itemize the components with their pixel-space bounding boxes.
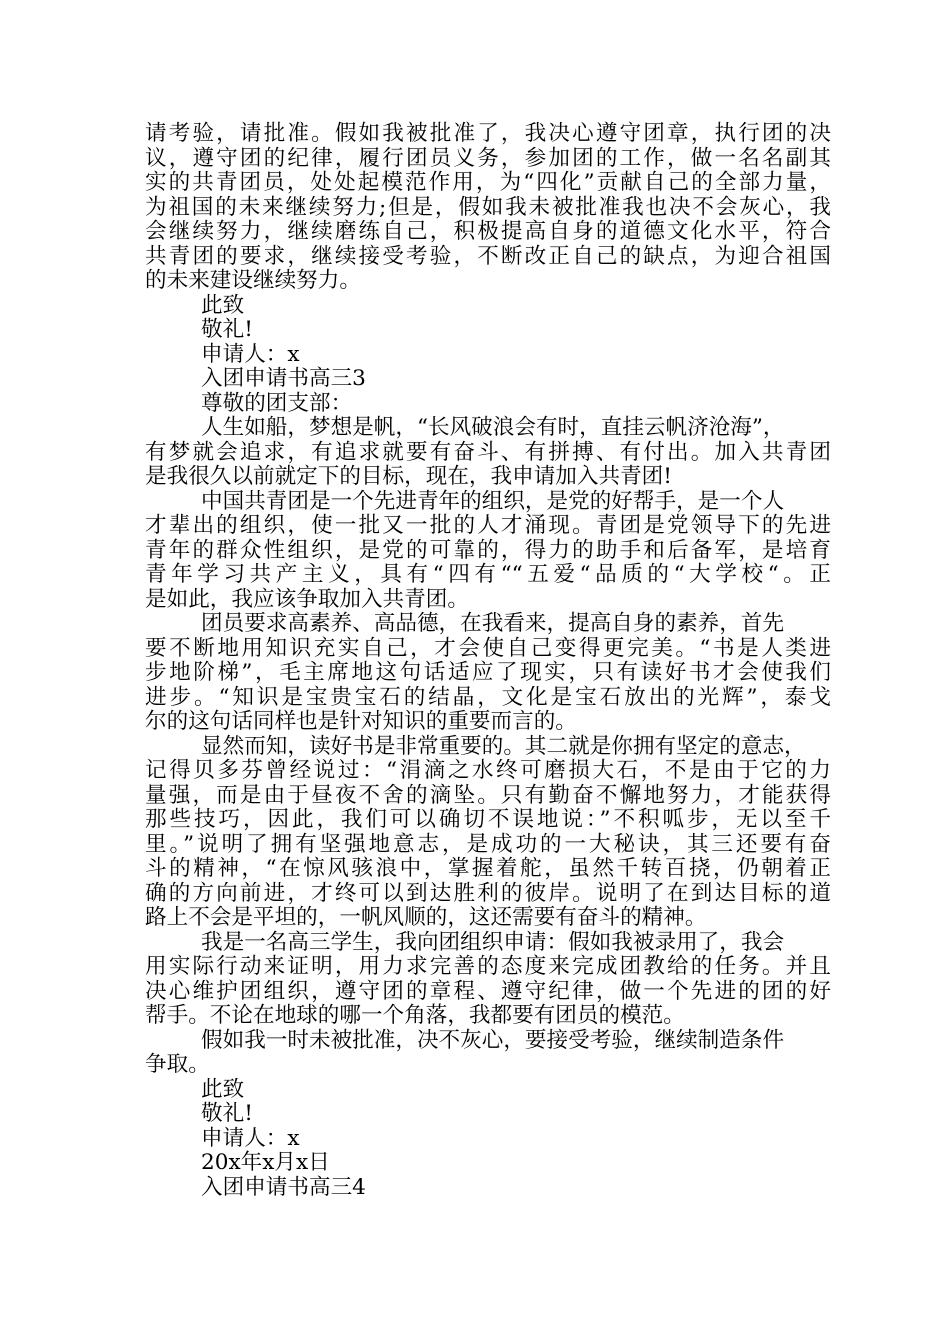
text-line: 青年学习共产主义，具有“四有““五爱“品质的“大学校“。正 — [145, 562, 831, 587]
text-line: 是我很久以前就定下的目标，现在，我申请加入共青团! — [145, 464, 672, 489]
text-line: 会继续努力，继续磨练自己，积极提高自身的道德文化水平，符合 — [145, 219, 831, 244]
text-line: 是如此，我应该争取加入共青团。 — [145, 586, 469, 612]
text-line: 共青团的要求，继续接受考验，不断改正自己的缺点，为迎合祖国 — [145, 243, 831, 269]
section-title: 入团申请书高三3 — [201, 366, 366, 391]
text-line: 请考验，请批准。假如我被批准了，我决心遵守团章，执行团的决 — [145, 121, 831, 146]
text-line: 争取。 — [145, 1052, 210, 1077]
applicant-signature: 申请人：x — [201, 1125, 300, 1151]
text-line: 里。”说明了拥有坚强地意志，是成功的一大秘诀，其三还要有奋 — [145, 831, 831, 857]
text-line: 尔的这句话同样也是针对知识的重要而言的。 — [145, 709, 577, 734]
text-line: 量强，而是由于昼夜不舍的滴坠。只有勤奋不懈地努力，才能获得 — [145, 782, 831, 808]
text-line: 路上不会是平坦的，一帆风顺的，这还需要有奋斗的精神。 — [145, 905, 707, 930]
text-line: 有梦就会追求，有追求就要有奋斗、有拼搏、有付出。加入共青团 — [145, 439, 831, 465]
closing-regards: 敬礼! — [201, 1101, 253, 1126]
text-line: 那些技巧，因此，我们可以确切不误地说：”不积呱步，无以至千 — [145, 807, 831, 832]
text-line: 团员要求高素养、高品德，在我看来，提高自身的素养，首先 — [201, 611, 785, 636]
text-line: 进步。“知识是宝贵宝石的结晶，文化是宝石放出的光辉”，泰戈 — [145, 684, 831, 710]
text-line: 记得贝多芬曾经说过：“涓滴之水终可磨损大石，不是由于它的力 — [145, 758, 831, 783]
document-body — [145, 122, 831, 1200]
text-line: 议，遵守团的纪律，履行团员义务，参加团的工作，做一名名副其 — [145, 145, 831, 171]
date-line: 20x年x月x日 — [201, 1150, 330, 1175]
applicant-signature: 申请人：x — [201, 341, 300, 367]
text-line: 为祖国的未来继续努力;但是，假如我未被批准我也决不会灰心，我 — [145, 194, 831, 220]
closing-regards: 敬礼! — [201, 317, 253, 342]
text-line: 斗的精神，“在惊风骇浪中，掌握着舵，虽然千转百挠，仍朝着正 — [145, 856, 831, 881]
closing-salutation: 此致 — [201, 292, 245, 318]
text-line: 显然而知，读好书是非常重要的。其二就是你拥有坚定的意志， — [201, 733, 806, 759]
text-line: 用实际行动来证明，用力求完善的态度来完成团教给的任务。并且 — [145, 954, 831, 979]
text-line: 青年的群众性组织，是党的可靠的，得力的助手和后备军，是培育 — [145, 537, 831, 563]
closing-salutation: 此致 — [201, 1076, 245, 1102]
text-line: 人生如船，梦想是帆，“长风破浪会有时，直挂云帆济沧海”， — [201, 415, 785, 440]
text-line: 步地阶梯”，毛主席地这句话适应了现实，只有读好书才会使我们 — [145, 660, 831, 685]
text-line: 假如我一时未被批准，决不灰心，要接受考验，继续制造条件 — [201, 1027, 785, 1053]
text-line: 决心维护团组织，遵守团的章程、遵守纪律，做一个先进的团的好 — [145, 978, 831, 1004]
text-line: 要不断地用知识充实自己，才会使自己变得更完美。“书是人类进 — [145, 635, 831, 661]
text-line: 的未来建设继续努力。 — [145, 268, 361, 293]
text-line: 实的共青团员，处处起模范作用，为“四化”贡献自己的全部力量， — [145, 170, 831, 195]
section-title: 入团申请书高三4 — [201, 1174, 366, 1200]
text-line: 才辈出的组织，使一批又一批的人才涌现。青团是党领导下的先进 — [145, 513, 831, 538]
greeting: 尊敬的团支部： — [201, 390, 353, 416]
text-line: 中国共青团是一个先进青年的组织，是党的好帮手，是一个人 — [201, 488, 785, 514]
text-line: 我是一名高三学生，我向团组织申请：假如我被录用了，我会 — [201, 929, 785, 955]
text-line: 帮手。不论在地球的哪一个角落，我都要有团员的模范。 — [145, 1003, 685, 1028]
text-line: 确的方向前进，才终可以到达胜利的彼岸。说明了在到达目标的道 — [145, 880, 831, 906]
